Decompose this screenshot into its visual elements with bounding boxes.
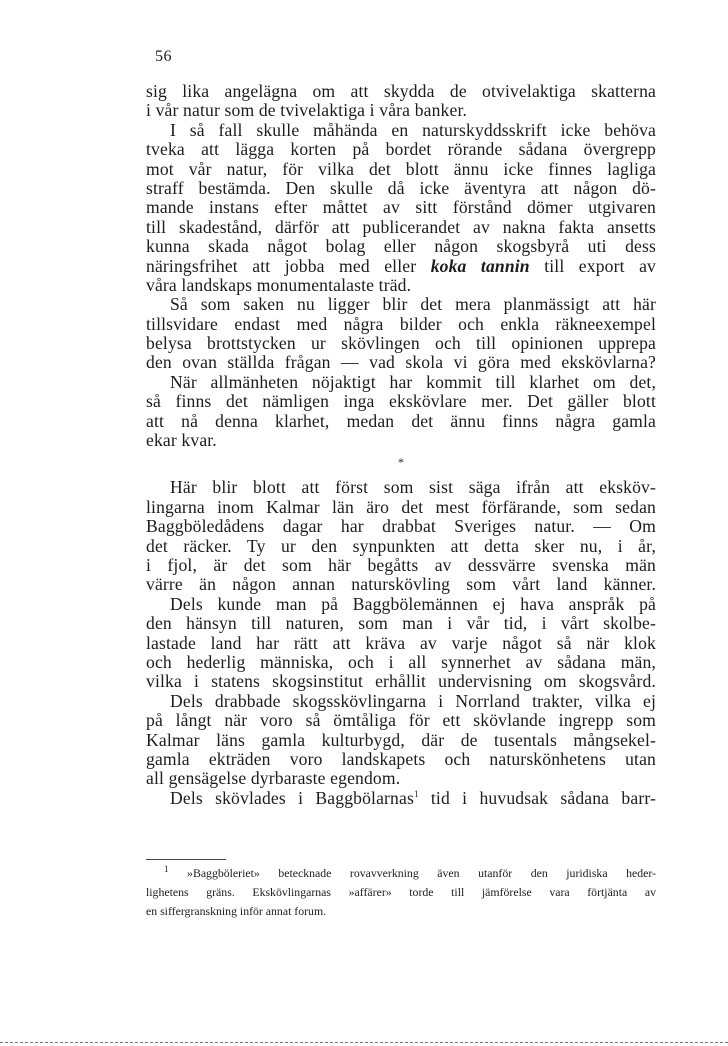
text-line: Dels drabbade skogsskövlingarna i Norrland trakter, vilka ej [170, 690, 656, 711]
text-line-footnote-ref: Dels skövlades i Baggbölarnas$^1$ tid i huvudsak sådana barr- [170, 787, 656, 808]
text-line: vilka i statens skogsinstitut erhållit undervisning om skogsvård. [146, 671, 656, 692]
text-line: i fjol, är det som här begåtts av dessvärre svenska män [146, 554, 656, 575]
text-line: I så fall skulle måhända en naturskyddsskrift icke behöva [170, 119, 656, 140]
text-line: så finns det nämligen inga ekskövlare mer. Det gäller blott [146, 391, 656, 412]
text-line: sig lika angelägna om att skydda de otvivelaktiga skatterna [146, 81, 656, 101]
text-line: på långt när voro så ömtåliga för ett skövlande ingrepp som [146, 710, 656, 731]
text-line: mande instans efter måttet av sitt förstånd dömer utgivaren [146, 197, 656, 218]
footnote-rule [146, 859, 226, 860]
text-line-emphasis: näringsfrihet att jobba med eller koka tannin till export av [146, 255, 656, 276]
text-line: lastade land har rätt att kräva av varje något så när klok [146, 632, 656, 653]
text-line: mot vår natur, för vilka det blott ännu icke finnes lagliga [146, 158, 656, 179]
text-line: tillsvidare endast med några bilder och enkla räkneexempel [146, 313, 656, 334]
footnote-line: lighetens gräns. Ekskövlingarnas »affärer» torde till jämförelse vara förtjänta av [146, 885, 656, 899]
text-line: i vår natur som de tvivelaktiga i våra banker. [146, 100, 468, 121]
text-line: det räcker. Ty ur den synpunkten att detta sker nu, i år, [146, 535, 656, 556]
footnote-line: $^1$ »Baggböleriet» betecknade rovavverkning även utanför den juridiska heder- [164, 864, 656, 880]
page-number: 56 [155, 48, 172, 65]
footnote-marker: 1 [164, 864, 169, 875]
text-line: kunna skada något bolag eller någon skogsbyrå uti dess [146, 236, 656, 257]
text-line: gamla ekträden voro landskapets och naturskönhetens utan [146, 748, 656, 769]
page-bottom-edge [0, 1042, 728, 1043]
text-line: tveka att lägga korten på bordet rörande sådana övergrepp [146, 139, 656, 160]
footnote [146, 864, 656, 921]
text-line: den hänsyn till naturen, som man i vår tid, i vårt skolbe- [146, 613, 656, 634]
text-line: våra landskaps monumentalaste träd. [146, 274, 412, 295]
text-line: att nå denna klarhet, medan det ännu finns några gamla [146, 410, 656, 431]
text-line: När allmänheten nöjaktigt har kommit till klarhet om det, [170, 371, 656, 392]
emphasis-phrase: koka tannin [430, 255, 530, 276]
text-line: värre än någon annan naturskövling som vårt land känner. [146, 574, 656, 595]
text-line: Kalmar läns gamla kulturbygd, där de tusentals mångsekel- [146, 729, 656, 750]
footnote-reference[interactable]: 1 [413, 788, 419, 799]
text-line: all gensägelse dyrbaraste egendom. [146, 768, 401, 789]
text-line: lingarna inom Kalmar län äro det mest förfärande, som sedan [146, 496, 656, 517]
text-line: Här blir blott att först som sist säga ifrån att eksköv- [170, 477, 656, 498]
section-separator: * [398, 455, 404, 470]
text-line: Så som saken nu ligger blir det mera planmässigt att här [170, 294, 656, 315]
text-line: straff bestämda. Den skulle då icke äventyra att någon dö- [146, 177, 656, 198]
text-line: till skadestånd, därför att publicerandet av nakna fakta ansetts [146, 216, 656, 237]
text-line: och hederlig människa, och i all synnerhet av sådana män, [146, 651, 656, 672]
text-line: ekar kvar. [146, 430, 217, 451]
footnote-line: en siffergranskning inför annat forum. [146, 904, 327, 918]
text-line: den ovan ställda frågan — vad skola vi göra med ekskövlarna? [146, 352, 656, 373]
text-line: Baggböledådens dagar har drabbat Sveriges natur. — Om [146, 516, 656, 537]
main-text [146, 82, 656, 808]
text-line: Dels kunde man på Baggbölemännen ej hava anspråk på [170, 593, 656, 614]
text-line: belysa brottstycken ur skövlingen och till opinionen upprepa [146, 333, 656, 354]
